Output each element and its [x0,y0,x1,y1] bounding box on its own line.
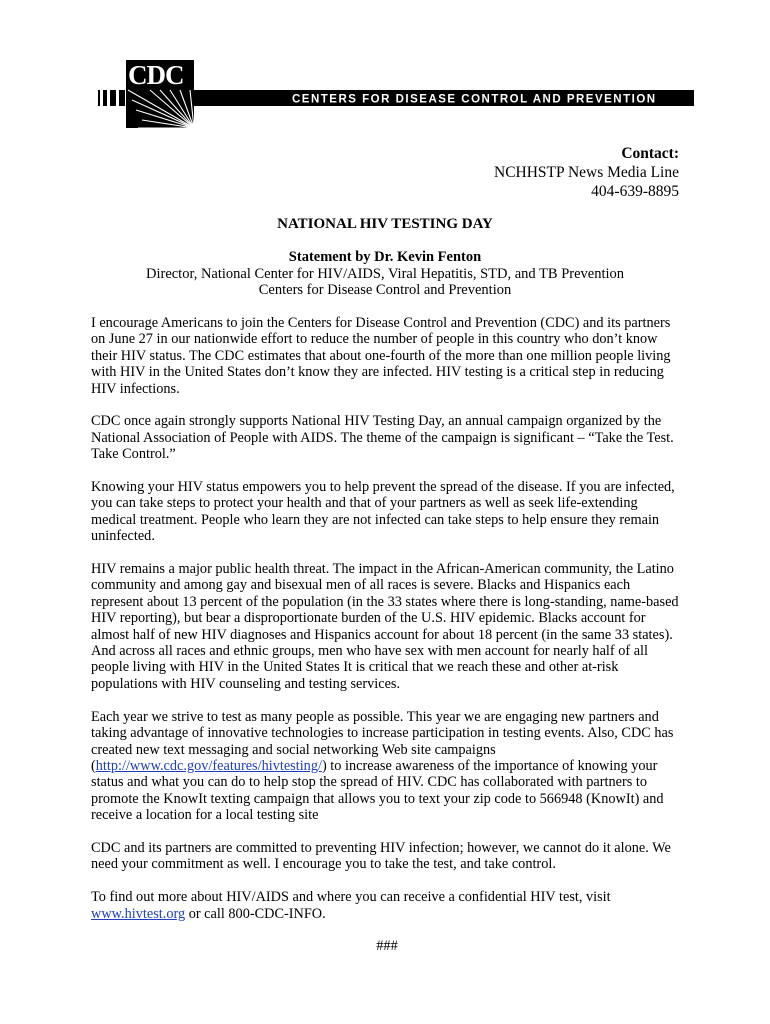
byline-org: Centers for Disease Control and Prevention [258,282,512,298]
contact-block [319,144,679,201]
paragraph-7-text-after: or call 800-CDC-INFO. [185,905,326,922]
byline-position: Director, National Center for HIV/AIDS, Viral Hepatitis, STD, and TB Prevention [145,265,625,282]
paragraph-7 [91,889,683,922]
hivtest-link[interactable]: www.hivtest.org [91,905,186,922]
paragraph-6: CDC and its partners are committed to preventing HIV infection; however, we cannot do it alone. We need your commitment as well. I encourage you to take the test, and take control. [91,839,671,873]
cdc-logo-text: CDC [128,60,184,90]
paragraph-5-text-after: ) to increase awareness of the importance of knowing your status and what you can do to help stop the spread of HIV. CDC has collaborated with partners to promote the KnowIt texting campaign that allows you to text your zip code to 566948 (KnowIt) and receive a location for a local testing site [91,757,664,824]
hivtesting-link[interactable]: http://www.cdc.gov/features/hivtesting/ [95,757,322,774]
paragraph-2: CDC once again strongly supports National HIV Testing Day, an annual campaign organized by the National Association of People with AIDS. The theme of the campaign is significant – “Take the Test. Take Control.” [91,413,674,463]
paragraph-4: HIV remains a major public health threat. The impact in the African-American community, the Latino community and among gay and bisexual men of all races is severe. Blacks and Hispanics each represent about 13 percent of the population (in the 33 states where there is long-standing, name-based HIV reporting), but bear a disproportionate burden of the U.S. HIV epidemic. Blacks account for almost half of new HIV diagnoses and Hispanics account for about 18 percent (in the same 33 states). And across all races and ethnic groups, men who have sex with men account for nearly half of all people living with HIV in the United States It is critical that we reach these and other at-risk populations with HIV counseling and testing services. [91,561,679,692]
contact-label: Contact: [621,145,679,162]
paragraph-5-text-before: Each year we strive to test as many people as possible. This year we are engaging new partners and taking advantage of innovative technologies to increase participation in testing events. Also, CDC has created new text messaging and social networking Web site campaigns ( [91,708,674,774]
byline [0,249,770,299]
contact-name: NCHHSTP News Media Line [494,164,679,181]
page-title: NATIONAL HIV TESTING DAY [277,216,493,232]
contact-phone: 404-639-8895 [591,183,679,200]
end-mark: ### [376,938,398,955]
paragraph-7-text-before: To find out more about HIV/AIDS and where you can receive a confidential HIV test, visit [91,889,611,906]
paragraph-3: Knowing your HIV status empowers you to help prevent the spread of the disease. If you are infected, you can take steps to protect your health and that of your partners as well as seek life-extending medical treatment. People who learn they are not infected can take steps to help ensure they remain uninfected. [91,479,675,545]
cdc-logo [98,60,694,130]
cdc-banner-text: CENTERS FOR DISEASE CONTROL AND PREVENTION [292,93,657,106]
byline-name: Statement by Dr. Kevin Fenton [288,249,482,265]
paragraph-1: I encourage Americans to join the Centers for Disease Control and Prevention (CDC) and its partners on June 27 in our nationwide effort to reduce the number of people in this country who don’t know their HIV status. The CDC estimates that about one-fourth of the more than one million people living with HIV in the United States don’t know they are infected. HIV testing is a critical step in reducing HIV infections. [91,315,671,397]
statement-body [91,315,683,971]
paragraph-5 [91,709,683,824]
